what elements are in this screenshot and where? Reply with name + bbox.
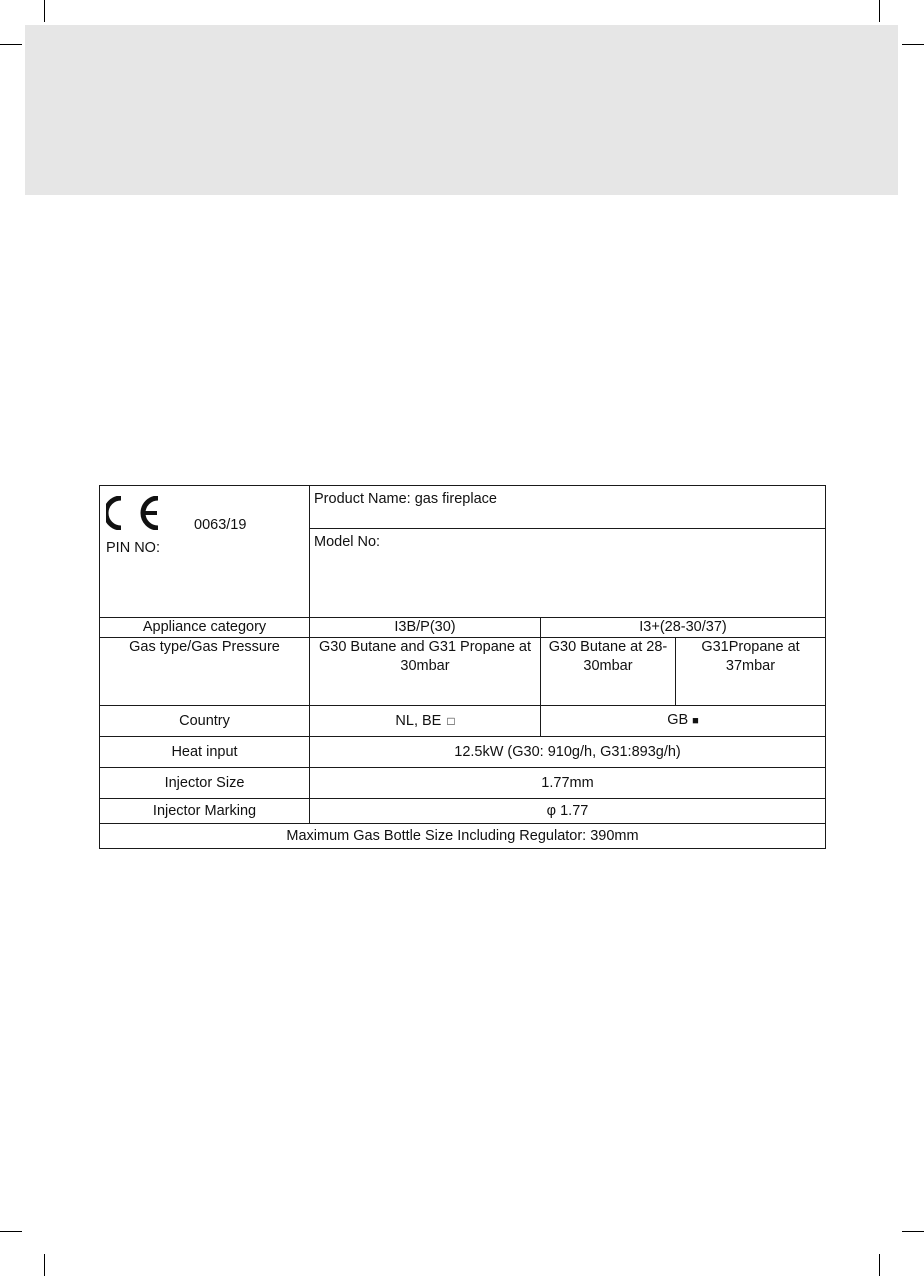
country-label: Country bbox=[100, 706, 310, 737]
crop-mark bbox=[879, 1254, 880, 1276]
appliance-category-label: Appliance category bbox=[100, 618, 310, 638]
checkbox-filled-icon: ■ bbox=[692, 715, 699, 727]
crop-mark bbox=[902, 44, 924, 45]
injector-marking-value: φ 1.77 bbox=[310, 799, 826, 824]
model-number: Model No: bbox=[310, 529, 826, 618]
country-col1-text: NL, BE bbox=[395, 712, 442, 729]
crop-mark bbox=[0, 44, 22, 45]
max-bottle-size: Maximum Gas Bottle Size Including Regulator: 390mm bbox=[100, 824, 826, 849]
crop-mark bbox=[902, 1231, 924, 1232]
certification-number: 0063/19 bbox=[194, 517, 247, 533]
country-col2-text: GB bbox=[667, 712, 689, 728]
crop-mark bbox=[0, 1231, 22, 1232]
checkbox-empty-icon: □ bbox=[447, 713, 455, 728]
ce-cell bbox=[100, 486, 310, 618]
product-name: Product Name: gas fireplace bbox=[310, 486, 826, 529]
country-col2 bbox=[541, 706, 826, 737]
injector-marking-label: Injector Marking bbox=[100, 799, 310, 824]
crop-mark bbox=[879, 0, 880, 22]
pin-number-label: PIN NO: bbox=[106, 540, 160, 556]
injector-size-label: Injector Size bbox=[100, 768, 310, 799]
gas-type-label: Gas type/Gas Pressure bbox=[100, 638, 310, 706]
gas-type-col1: G30 Butane and G31 Propane at 30mbar bbox=[310, 638, 541, 706]
gas-type-col2b: G31Propane at 37mbar bbox=[676, 638, 826, 706]
country-col1 bbox=[310, 706, 541, 737]
appliance-category-col2: I3+(28-30/37) bbox=[541, 618, 826, 638]
gas-type-col2a: G30 Butane at 28-30mbar bbox=[541, 638, 676, 706]
ce-mark-icon bbox=[106, 496, 168, 530]
rating-label-table bbox=[99, 485, 826, 849]
heat-input-label: Heat input bbox=[100, 737, 310, 768]
header-banner bbox=[25, 25, 898, 195]
crop-mark bbox=[44, 0, 45, 22]
injector-size-value: 1.77mm bbox=[310, 768, 826, 799]
heat-input-value: 12.5kW (G30: 910g/h, G31:893g/h) bbox=[310, 737, 826, 768]
appliance-category-col1: I3B/P(30) bbox=[310, 618, 541, 638]
crop-mark bbox=[44, 1254, 45, 1276]
